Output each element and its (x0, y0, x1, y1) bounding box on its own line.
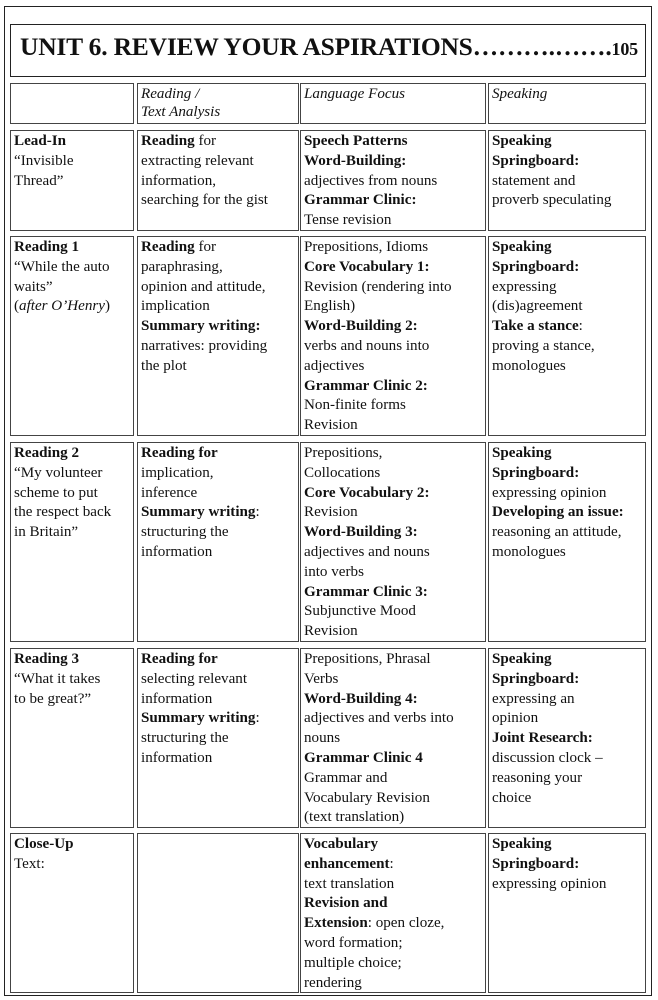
speaking-text-2: : (578, 318, 583, 335)
language-text: English) (304, 298, 356, 315)
unit-text-title-2: ( (14, 298, 20, 315)
language-text: adjectives and nouns (304, 543, 430, 560)
reading-text: paraphrasing, (141, 258, 223, 275)
language-text: Revision (rendering into (304, 278, 452, 295)
header-speaking (488, 83, 646, 124)
reading-label: Reading (141, 239, 195, 255)
speaking-text: expressing opinion (492, 875, 607, 892)
reading-text: for (194, 239, 217, 255)
summary-label: Summary writing (141, 710, 256, 727)
language-text: multiple choice; (304, 954, 402, 971)
language-text: adjectives (304, 357, 365, 374)
language-label: Speech Patterns (304, 133, 408, 149)
speaking-text: expressing an (492, 690, 575, 707)
reading-text: implication (141, 298, 210, 315)
unit-author: after O’Henry (19, 298, 105, 315)
language-text-3: : open cloze, (367, 915, 445, 932)
unit-text-title: in Britain” (14, 524, 79, 541)
speaking-text: expressing (492, 278, 557, 295)
row-reading3-reading (137, 648, 299, 828)
unit-name: Reading 1 (14, 239, 79, 255)
reading-label: Reading for (141, 445, 218, 461)
summary-text: information (141, 749, 213, 766)
unit-title-leader: ……….……. (472, 32, 612, 61)
speaking-text: choice (492, 789, 532, 806)
language-label: Revision and (304, 895, 388, 912)
unit-name: Lead-In (14, 133, 67, 149)
reading-text: searching for the gist (141, 192, 268, 209)
language-text: Subjunctive Mood (304, 603, 416, 620)
speaking-text: statement and (492, 172, 576, 189)
reading-text: implication, (141, 464, 214, 481)
speaking-text: reasoning your (492, 769, 583, 786)
language-text: into verbs (304, 563, 364, 580)
speaking-text: discussion clock – (492, 749, 603, 766)
unit-text-title: “My volunteer (14, 464, 103, 481)
unit-text-title: waits” (14, 278, 53, 295)
unit-text-title: the respect back (14, 504, 112, 521)
language-text: verbs and nouns into (304, 337, 430, 354)
header-empty-cell (10, 83, 134, 124)
speaking-text: expressing opinion (492, 484, 607, 501)
summary-text-2: : (255, 710, 260, 727)
summary-text: narratives: providing (141, 337, 268, 354)
row-closeup-speaking (488, 833, 646, 993)
language-text: Verbs (304, 670, 339, 687)
language-text: Collocations (304, 464, 381, 481)
unit-text-title: scheme to put (14, 484, 98, 501)
unit-name: Reading 2 (14, 445, 79, 461)
speaking-label: Take a stance (492, 318, 579, 335)
row-leadin-language (300, 130, 486, 231)
speaking-text: reasoning an attitude, (492, 524, 622, 541)
language-label: Word-Building 2: (304, 318, 418, 335)
unit-title-box (10, 24, 646, 77)
row-leadin-speaking (488, 130, 646, 231)
header-reading-line1: Reading / (141, 86, 200, 102)
unit-title-text: UNIT 6. REVIEW YOUR ASPIRATIONS (20, 32, 473, 61)
row-reading2-speaking (488, 442, 646, 642)
row-reading2-unit (10, 442, 134, 642)
language-label: Grammar Clinic 2: (304, 377, 428, 394)
speaking-label: Springboard: (492, 855, 580, 872)
row-reading3-unit (10, 648, 134, 828)
language-text: Revision (304, 623, 358, 640)
row-reading1-speaking (488, 236, 646, 436)
header-reading (137, 83, 299, 124)
language-text: Prepositions, Idioms (304, 239, 429, 255)
speaking-text: opinion (492, 710, 539, 727)
header-language-focus-text: Language Focus (304, 86, 406, 102)
reading-label: Reading for (141, 651, 218, 667)
row-reading3-speaking (488, 648, 646, 828)
language-label: Core Vocabulary 2: (304, 484, 430, 501)
language-label: Grammar Clinic 3: (304, 583, 428, 600)
speaking-label: Speaking (492, 445, 552, 461)
header-speaking-text: Speaking (492, 86, 548, 102)
row-reading2-reading (137, 442, 299, 642)
summary-text: structuring the (141, 730, 229, 747)
row-leadin-reading (137, 130, 299, 231)
language-label: Grammar Clinic 4 (304, 749, 423, 766)
summary-text: the plot (141, 357, 187, 374)
language-text: word formation; (304, 934, 403, 951)
header-reading-line2: Text Analysis (141, 104, 221, 120)
summary-label: Summary writing (141, 504, 256, 521)
summary-text: information (141, 543, 213, 560)
row-closeup-language (300, 833, 486, 993)
speaking-label: Springboard: (492, 670, 580, 687)
speaking-label: Developing an issue: (492, 504, 624, 521)
unit-page-number: 105 (611, 39, 638, 59)
row-reading3-language (300, 648, 486, 828)
language-text: Prepositions, Phrasal (304, 651, 431, 667)
language-text: text translation (304, 875, 395, 892)
language-text: adjectives and verbs into (304, 710, 454, 727)
speaking-label: Springboard: (492, 258, 580, 275)
speaking-label: Springboard: (492, 464, 580, 481)
speaking-label: Speaking (492, 836, 552, 852)
language-text: Tense revision (304, 212, 392, 229)
unit-text-title: “While the auto (14, 258, 110, 275)
unit-text-title: to be great?” (14, 690, 92, 707)
language-text: adjectives from nouns (304, 172, 438, 189)
summary-label: Summary writing: (141, 318, 261, 335)
unit-title (20, 34, 638, 60)
summary-text-2: : (255, 504, 260, 521)
language-label: Word-Building 4: (304, 690, 418, 707)
language-text: Vocabulary Revision (304, 789, 430, 806)
speaking-text: monologues (492, 543, 566, 560)
unit-name: Close-Up (14, 836, 74, 852)
language-label: Vocabulary (304, 836, 379, 852)
speaking-label: Speaking (492, 651, 552, 667)
unit-text-title: “What it takes (14, 670, 101, 687)
language-text: nouns (304, 730, 341, 747)
speaking-label: Speaking (492, 239, 552, 255)
language-text-2: : (389, 855, 394, 872)
language-label: Word-Building 3: (304, 524, 418, 541)
reading-text: selecting relevant (141, 670, 248, 687)
language-label: Core Vocabulary 1: (304, 258, 430, 275)
summary-text: structuring the (141, 524, 229, 541)
language-label: Extension (304, 915, 368, 932)
speaking-label: Springboard: (492, 152, 580, 169)
reading-label: Reading (141, 133, 195, 149)
unit-text-title: Thread” (14, 172, 64, 189)
language-label: enhancement (304, 855, 390, 872)
reading-text: inference (141, 484, 198, 501)
reading-text: opinion and attitude, (141, 278, 266, 295)
speaking-text: (dis)agreement (492, 298, 583, 315)
row-reading1-reading (137, 236, 299, 436)
unit-name: Reading 3 (14, 651, 79, 667)
language-text: Prepositions, (304, 445, 383, 461)
row-reading1-unit (10, 236, 134, 436)
row-reading2-language (300, 442, 486, 642)
speaking-text: proverb speculating (492, 192, 612, 209)
row-closeup-reading (137, 833, 299, 993)
language-text: Revision (304, 417, 358, 434)
language-text: Grammar and (304, 769, 388, 786)
reading-text: information, (141, 172, 217, 189)
language-label: Word-Building: (304, 152, 407, 169)
reading-text: information (141, 690, 213, 707)
language-label: Grammar Clinic: (304, 192, 417, 209)
language-text: rendering (304, 974, 362, 991)
header-language-focus (300, 83, 486, 124)
language-text: (text translation) (304, 809, 405, 826)
unit-text-title: “Invisible (14, 152, 74, 169)
speaking-label: Speaking (492, 133, 552, 149)
language-text: Revision (304, 504, 358, 521)
unit-text-title: Text: (14, 855, 45, 872)
row-closeup-unit (10, 833, 134, 993)
speaking-text: monologues (492, 357, 566, 374)
reading-text: for (194, 133, 217, 149)
unit-text-title-3: ) (104, 298, 110, 315)
speaking-text: proving a stance, (492, 337, 595, 354)
reading-text: extracting relevant (141, 152, 254, 169)
speaking-label: Joint Research: (492, 730, 593, 747)
language-text: Non-finite forms (304, 397, 406, 414)
row-reading1-language (300, 236, 486, 436)
row-leadin-unit (10, 130, 134, 231)
